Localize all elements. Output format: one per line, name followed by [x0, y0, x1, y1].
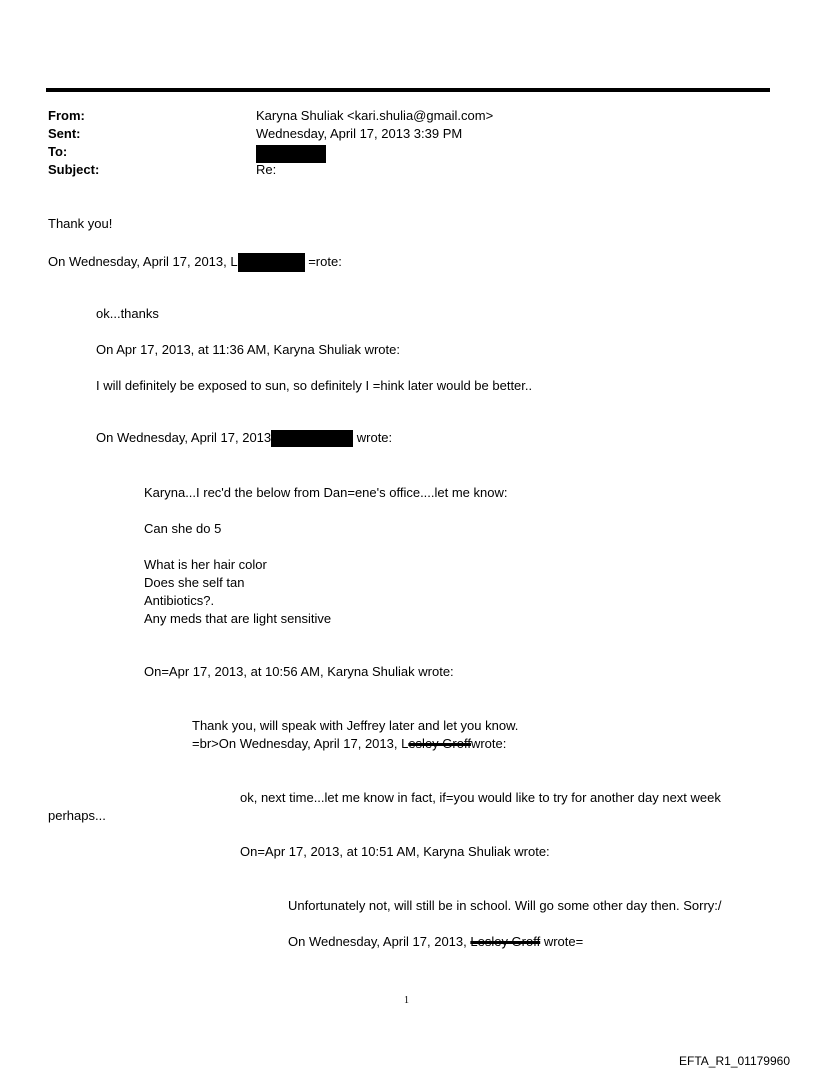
quote1-header: On Apr 17, 2013, at 11:36 AM, Karyna Shuliak wrote:: [96, 342, 400, 357]
quote2-line1: Karyna...I rec'd the below from Dan=ene's office....let me know:: [144, 485, 508, 500]
quote4-text: ok, next time...let me know in fact, if=you would like to try for another day next week: [240, 790, 721, 805]
reply1-pre: On Wednesday, April 17, 2013, L: [48, 254, 238, 269]
thanks-text: Thank you!: [48, 216, 113, 231]
quote5-reply-post: wrote=: [540, 934, 584, 949]
quote2-pre: On Wednesday, April 17, 2013: [96, 430, 272, 445]
quote3-header: On=Apr 17, 2013, at 10:56 AM, Karyna Shuliak wrote:: [144, 664, 454, 679]
sent-label: Sent:: [48, 126, 81, 141]
quote2-line3: What is her hair color: [144, 557, 267, 572]
redaction: [271, 430, 353, 447]
quote4-header: On=Apr 17, 2013, at 10:51 AM, Karyna Shuliak wrote:: [240, 844, 550, 859]
sent-value: Wednesday, April 17, 2013 3:39 PM: [256, 126, 463, 141]
page-number: 1: [404, 995, 409, 1006]
document-id: EFTA_R1_01179960: [679, 1054, 790, 1068]
quote1-text: I will definitely be exposed to sun, so definitely I =hink later would be better..: [96, 378, 533, 393]
from-value: Karyna Shuliak <kari.shulia@gmail.com>: [256, 108, 494, 123]
quote2-line4: Does she self tan: [144, 575, 245, 590]
quote3-reply-struck-name: esley Groff: [408, 736, 471, 751]
quote2-line6: Any meds that are light sensitive: [144, 611, 332, 626]
ok-thanks-text: ok...thanks: [96, 306, 159, 321]
subject-label: Subject:: [48, 162, 100, 177]
quote5-text: Unfortunately not, will still be in school. Will go some other day then. Sorry:/: [288, 898, 722, 913]
quote4-wrap: perhaps...: [48, 808, 106, 823]
header-rule: [46, 88, 770, 92]
reply1-header: [48, 253, 342, 272]
from-label: From:: [48, 108, 85, 123]
reply1-post: =rote:: [304, 254, 342, 269]
quote3-reply-post: wrote:: [470, 736, 507, 751]
quote2-post: wrote:: [353, 430, 393, 445]
quote2-header: [96, 429, 392, 447]
quote3-text: Thank you, will speak with Jeffrey later and let you know.: [192, 718, 519, 733]
quote2-line5: Antibiotics?.: [144, 593, 215, 608]
subject-value: Re:: [256, 162, 277, 177]
redaction: [238, 253, 305, 272]
quote2-line2: Can she do 5: [144, 521, 222, 536]
quote5-reply-pre: On Wednesday, April 17, 2013,: [288, 934, 471, 949]
quote5-reply-struck-name: Lesley Groff: [470, 934, 541, 949]
quote3-reply-pre: =br>On Wednesday, April 17, 2013, L: [192, 736, 409, 751]
quote5-reply-header: [288, 933, 583, 951]
quote3-reply-header: [192, 735, 506, 753]
to-label: To:: [48, 144, 68, 159]
to-value-redacted: [256, 144, 326, 163]
